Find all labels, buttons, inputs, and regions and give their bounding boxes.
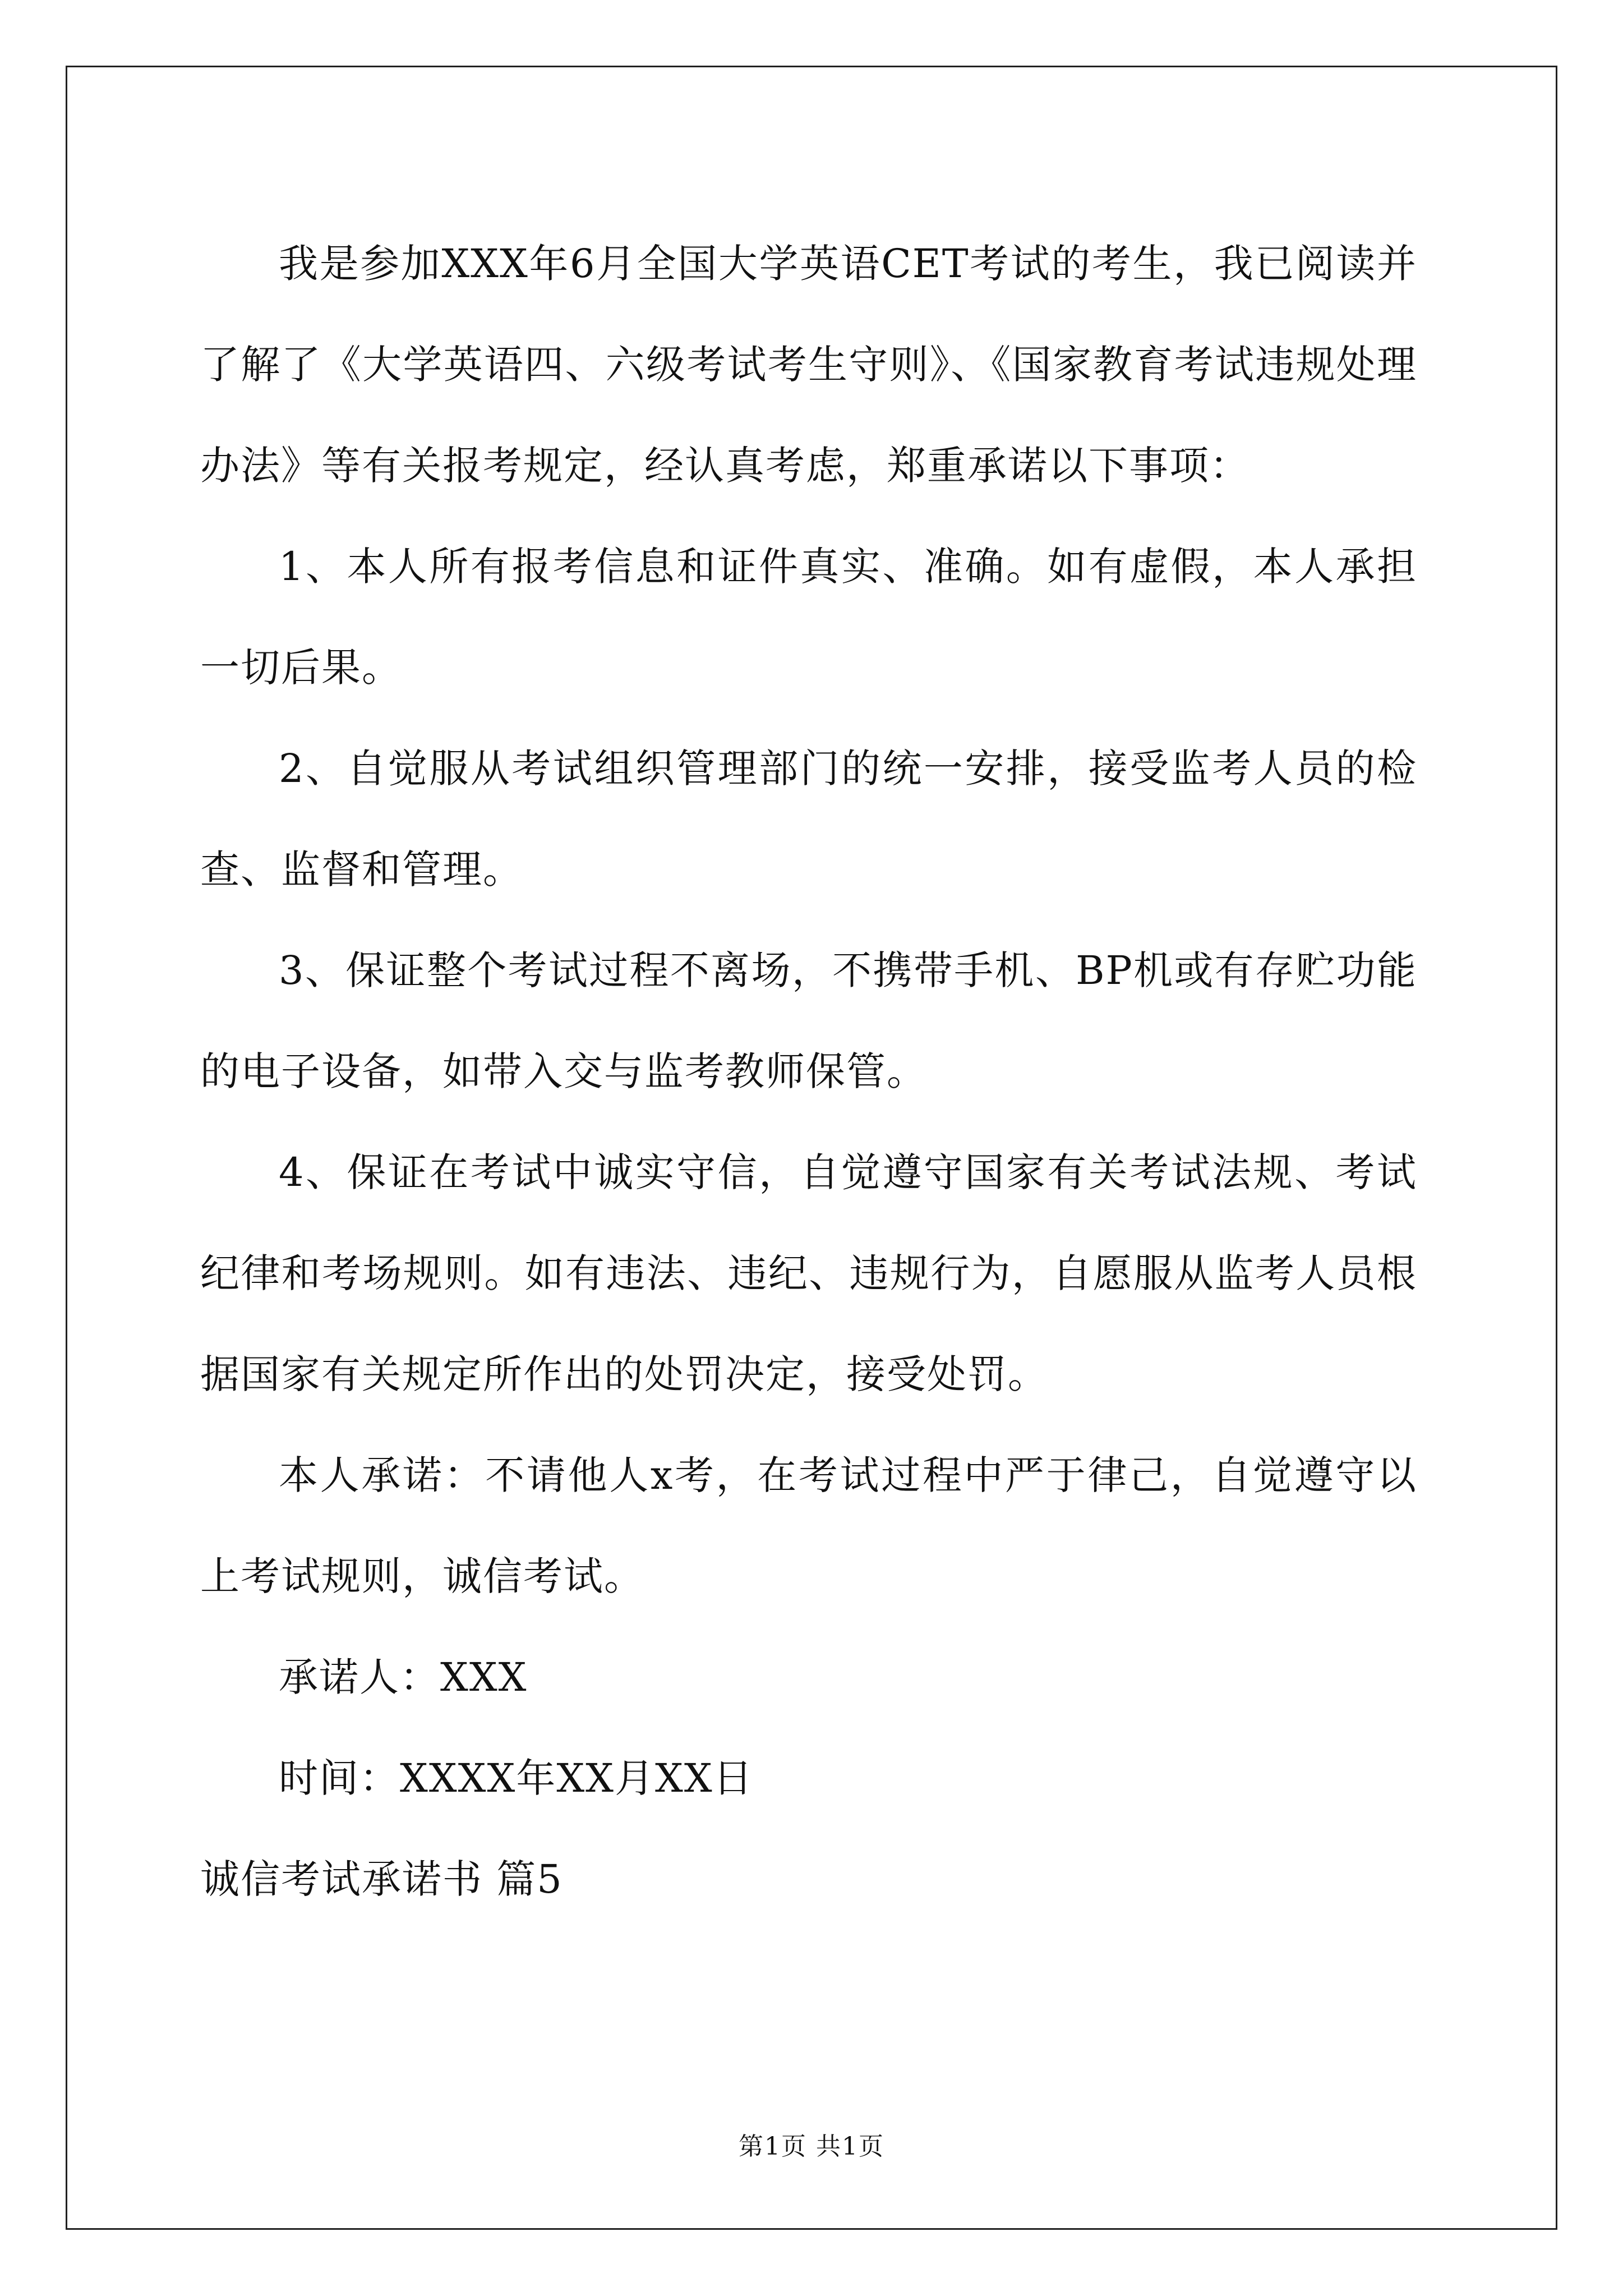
date-line: 时间：XXXX年XX月XX日 [279, 1755, 754, 1801]
paragraph-item-4: 4、保证在考试中诚实守信，自觉遵守国家有关考试法规、考试纪律和考场规则。如有违法、违纪、违规行为，自愿服从监考人员根据国家有关规定所作出的处罚决定，接受处罚。 [200, 1149, 1417, 1397]
paragraph-item-1: 1、本人所有报考信息和证件真实、准确。如有虚假，本人承担一切后果。 [200, 544, 1417, 691]
paragraph-item-3: 3、保证整个考试过程不离场，不携带手机、BP机或有存贮功能的电子设备，如带入交与监考教师保管。 [200, 947, 1417, 1094]
document-body [200, 213, 1417, 1930]
paragraph-intro: 我是参加XXX年6月全国大学英语CET考试的考生，我已阅读并了解了《大学英语四、六级考试考生守则》、《国家教育考试违规处理办法》等有关报考规定，经认真考虑，郑重承诺以下事项： [200, 241, 1417, 489]
next-section-heading: 诚信考试承诺书 篇5 [200, 1856, 563, 1902]
paragraph-pledge: 本人承诺：不请他人x考，在考试过程中严于律己，自觉遵守以上考试规则，诚信考试。 [200, 1452, 1417, 1599]
signer-line: 承诺人：XXX [279, 1654, 528, 1700]
paragraph-item-2: 2、自觉服从考试组织管理部门的统一安排，接受监考人员的检查、监督和管理。 [200, 746, 1417, 892]
page-number-footer: 第1页 共1页 [739, 2132, 884, 2161]
